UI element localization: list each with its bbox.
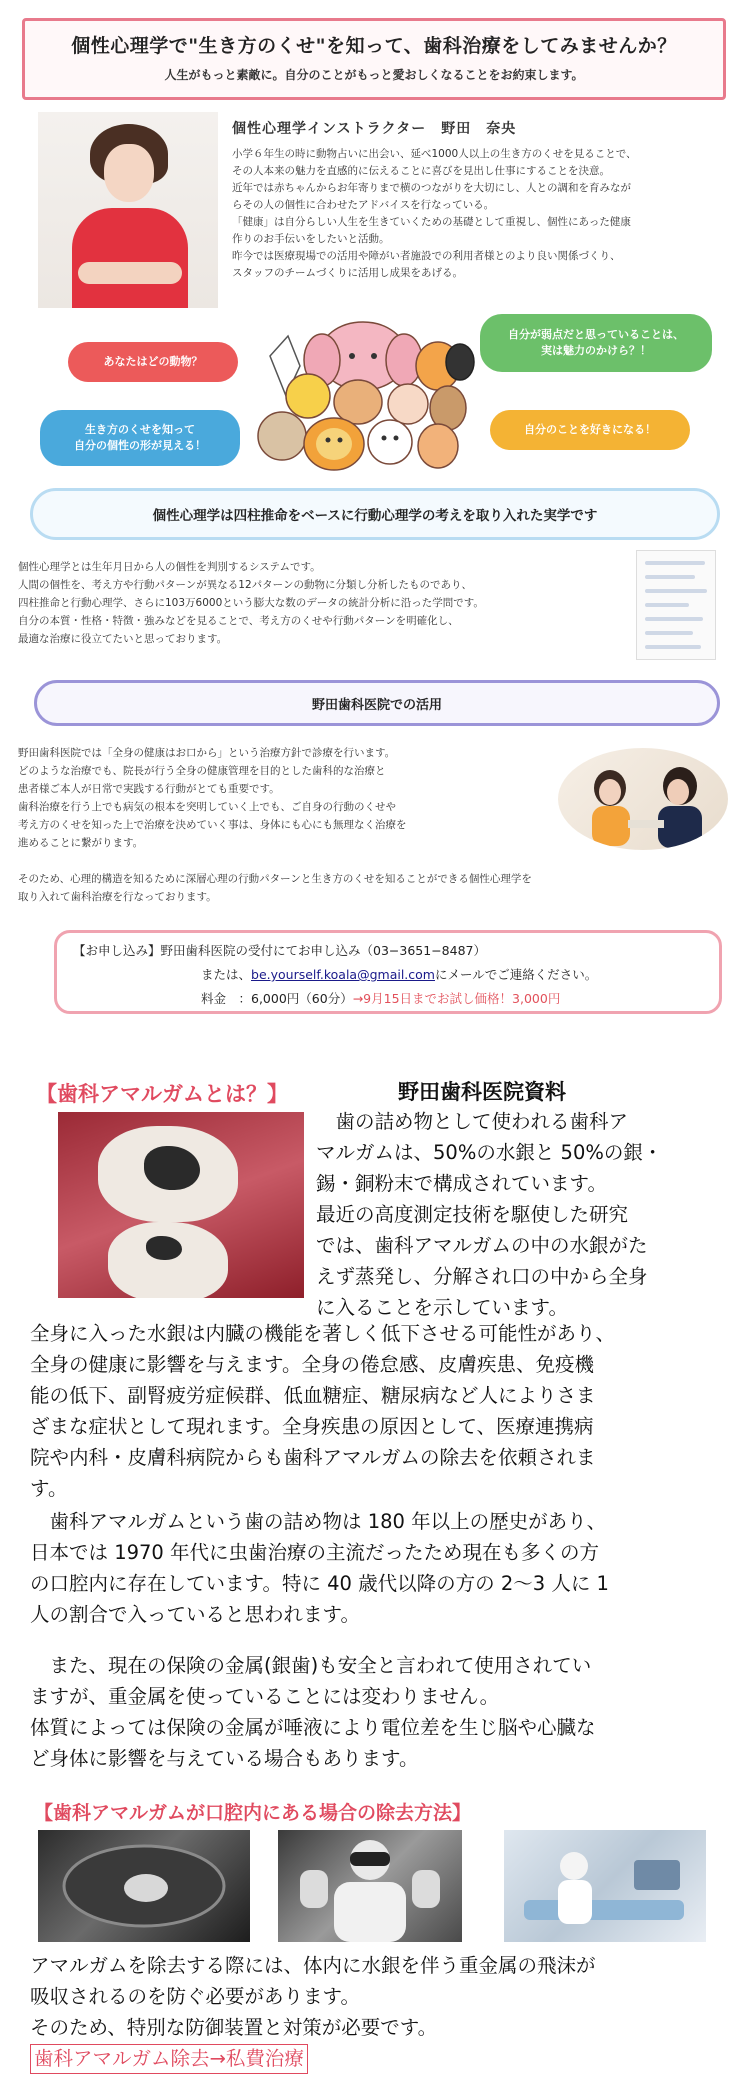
apply-email-line <box>201 965 597 983</box>
body-line: 考え方のくせを知った上で治療を決めていく事は、身体にも心にも無理なく治療を <box>18 819 407 831</box>
body-line: 四柱推命と行動心理学、さらに103万6000という膨大な数のデータの統計分析に沿った学問です。 <box>18 597 484 609</box>
body-line: 取り入れて歯科治療を行なっております。 <box>18 891 217 903</box>
instructor-name: 個性心理学インストラクター 野田 奈央 <box>232 121 517 137</box>
body-line: 院や内科・皮膚科病院からも歯科アマルガムの除去を依頼されま <box>30 1446 596 1469</box>
headline-subtitle: 人生がもっと素敵に。自分のことがもっと愛おしくなることをお約束します。 <box>164 68 584 82</box>
headline-box <box>22 18 726 100</box>
application-info-box <box>54 930 722 1014</box>
amalgam-paragraph-2 <box>30 1318 732 1504</box>
bio-line: 小学６年生の時に動物占いに出会い、延べ1000人以上の生き方のくせを見ることで、 <box>232 148 637 160</box>
body-line: す。 <box>30 1477 68 1500</box>
body-line: 個性心理学とは生年月日から人の個性を判別するシステムです。 <box>18 561 321 573</box>
body-line: 能の低下、副腎疲労症候群、低血糖症、糖尿病など人によりさま <box>30 1384 596 1407</box>
bubble-text: 自分が弱点だと思っていることは、 <box>508 328 684 341</box>
body-line: そのため、心理的構造を知るために深層心理の行動パターンと生き方のくせを知ることができる個性心理学を <box>18 873 532 885</box>
section-heading-text: 個性心理学は四柱推命をベースに行動心理学の考えを取り入れた実学です <box>152 508 598 524</box>
body-line: の口腔内に存在しています。特に 40 歳代以降の方の 2〜3 人に 1 <box>30 1572 609 1595</box>
bio-line: その人本来の魅力を直感的に伝えることに喜びを見出し仕事にすることを決意。 <box>232 165 610 177</box>
body-line: マルガムは、50%の水銀と 50%の銀・ <box>316 1141 663 1164</box>
amalgam-paragraph-1 <box>316 1106 716 1323</box>
body-line: 日本では 1970 年代に虫歯治療の主流だったため現在も多くの方 <box>30 1541 600 1564</box>
body-line: どのような治療でも、院長が行う全身の健康管理を目的とした歯科的な治療と <box>18 765 386 777</box>
bio-line: 作りのお手伝いをしたいと活動。 <box>232 233 390 245</box>
amalgam-paragraph-5 <box>30 1950 732 2043</box>
body-line: 吸収されるのを防ぐ必要があります。 <box>30 1985 360 2008</box>
amalgam-source: 野田歯科医院資料 <box>398 1080 566 1104</box>
body-line: ざまな症状として現れます。全身疾患の原因として、医療連携病 <box>30 1415 594 1438</box>
private-treatment-label: 歯科アマルガム除去→私費治療 <box>30 2044 308 2074</box>
bio-line: スタッフのチームづくりに活用し成果をあげる。 <box>232 267 463 279</box>
section-heading-kosei <box>30 488 720 540</box>
price-regular: 料金 ：6,000円（60分） <box>201 991 353 1006</box>
body-line: 進めることに繋がります。 <box>18 837 144 849</box>
headline-title: 個性心理学で"生き方のくせ"を知って、歯科治療をしてみませんか？ <box>71 35 677 57</box>
body-line: 最適な治療に役立てたいと思っております。 <box>18 633 228 645</box>
body-line: ますが、重金属を使っていることには変わりません。 <box>30 1685 500 1708</box>
bubble-love-yourself <box>490 410 690 450</box>
body-line: 人の割合で入っていると思われます。 <box>30 1603 360 1626</box>
animal-chart-thumbnail <box>636 550 716 660</box>
removal-method-title: 【歯科アマルガムが口腔内にある場合の除去方法】 <box>34 1802 472 1824</box>
amalgam-paragraph-3 <box>30 1506 732 1630</box>
bio-line: 近年では赤ちゃんからお年寄りまで横のつながりを大切にし、人との調和を育みなが <box>232 182 631 194</box>
body-line: 全身に入った水銀は内臓の機能を著しく低下させる可能性があり、 <box>30 1322 616 1345</box>
consultation-photo <box>558 748 728 850</box>
body-line: 全身の健康に影響を与えます。全身の倦怠感、皮膚疾患、免疫機 <box>30 1353 594 1376</box>
removal-photo-dam <box>38 1830 250 1942</box>
body-line: では、歯科アマルガムの中の水銀がた <box>316 1234 648 1257</box>
body-line: 体質によっては保険の金属が唾液により電位差を生じ脳や心臓な <box>30 1716 596 1739</box>
amalgam-title: 【歯科アマルガムとは？】 <box>36 1082 288 1106</box>
apply-email-prefix: または、 <box>201 967 252 982</box>
bubble-text: 生き方のくせを知って <box>85 423 195 436</box>
instructor-bio <box>232 146 732 282</box>
bubble-see-individuality <box>40 410 240 466</box>
instructor-portrait <box>38 112 218 308</box>
bubble-text: 実は魅力のかけら？！ <box>541 344 651 357</box>
removal-photo-treatment-room <box>504 1830 706 1942</box>
body-line: ど身体に影響を与えている場合もあります。 <box>30 1747 419 1770</box>
body-line: 歯科アマルガムという歯の詰め物は 180 年以上の歴史があり、 <box>30 1510 607 1533</box>
apply-email-suffix: にメールでご連絡ください。 <box>434 967 598 982</box>
bio-line: 「健康」は自分らしい人生を生きていくための基礎として重視し、個性にあった健康 <box>232 216 631 228</box>
body-line: 野田歯科医院では「全身の健康はお口から」という治療方針で診療を行います。 <box>18 747 396 759</box>
body-line: 最近の高度測定技術を駆使した研究 <box>316 1203 629 1226</box>
body-line: そのため、特別な防御装置と対策が必要です。 <box>30 2016 438 2039</box>
bubble-text: 自分のことを好きになる！ <box>524 423 656 436</box>
section2-body-continued <box>18 870 718 906</box>
body-line: えず蒸発し、分解され口の中から全身 <box>316 1265 648 1288</box>
body-line: 錫・銅粉末で構成されています。 <box>316 1172 607 1195</box>
body-line: 歯の詰め物として使われる歯科ア <box>316 1110 629 1133</box>
section1-body <box>18 558 638 648</box>
price-trial: →9月15日までお試し価格！3,000円 <box>352 991 561 1006</box>
amalgam-tooth-photo <box>58 1112 304 1298</box>
section2-body <box>18 744 578 852</box>
email-link[interactable]: be.yourself.koala@gmail.com <box>251 967 435 982</box>
body-line: また、現在の保険の金属(銀歯)も安全と言われて使用されてい <box>30 1654 592 1677</box>
bubble-weakness-charm <box>480 314 712 372</box>
bio-line: らその人の個性に合わせたアドバイスを行なっている。 <box>232 199 495 211</box>
bubble-which-animal <box>68 342 238 382</box>
amalgam-paragraph-4 <box>30 1650 732 1774</box>
section-heading-noda <box>34 680 720 726</box>
body-line: 自分の本質・性格・特徴・強みなどを見ることで、考え方のくせや行動パターンを明確化し、 <box>18 615 459 627</box>
removal-photo-protective-gear <box>278 1830 462 1942</box>
bio-line: 昨今では医療現場での活用や障がい者施設での利用者様とのより良い関係づくり、 <box>232 250 621 262</box>
body-line: 患者様ご本人が日常で実践する行動がとても重要です。 <box>18 783 280 795</box>
bubble-text: あなたはどの動物？ <box>103 355 203 368</box>
section-heading-text: 野田歯科医院での活用 <box>311 697 442 713</box>
body-line: に入ることを示しています。 <box>316 1296 568 1319</box>
apply-price-line <box>201 989 560 1007</box>
body-line: 人間の個性を、考え方や行動パターンが異なる12パターンの動物に分類し分析したものであり、 <box>18 579 472 591</box>
bubble-text: 自分の個性の形が見える！ <box>74 439 206 452</box>
body-line: アマルガムを除去する際には、体内に水銀を伴う重金属の飛沫が <box>30 1954 596 1977</box>
apply-phone-line: 【お申し込み】野田歯科医院の受付にてお申し込み（03−3651−8487） <box>73 943 486 958</box>
animal-characters-illustration <box>248 316 478 476</box>
body-line: 歯科治療を行う上でも病気の根本を突明していく上でも、ご自身の行動のくせや <box>18 801 396 813</box>
